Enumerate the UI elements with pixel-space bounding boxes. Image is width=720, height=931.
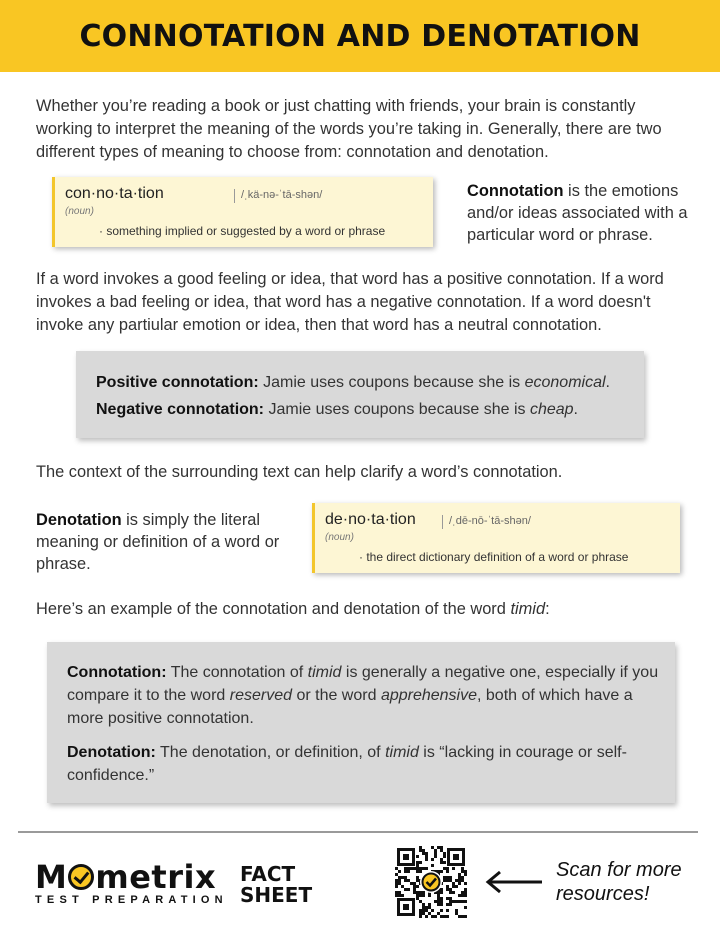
positive-label: Positive connotation:: [96, 374, 259, 391]
qr-code-graphic: [395, 846, 467, 918]
dictionary-pronunciation: /ˌdē-nō-ˈtā-shən/: [449, 515, 531, 527]
denotation-term: Denotation: [36, 511, 122, 529]
scan-prompt: [556, 858, 682, 906]
connotation-definition-text: is the emotions and/or ideas associated with a particular word or phrase.: [467, 182, 688, 244]
connotation-types-paragraph: If a word invokes a good feeling or idea, that word has a positive connotation. If a word invokes a bad feeling or idea, that word has a negative connotation. If a word doesn't invoke any partiular emotion or idea, then that word has a neutral connotation.: [36, 270, 664, 334]
denotation-text-1: The denotation, or definition, of: [155, 744, 386, 761]
example-intro-text: Here’s an example of the connotation and denotation of the word: [36, 600, 511, 618]
denotation-text-2: is “lacking in courage or self-confidence.”: [67, 744, 627, 784]
connotation-example: [67, 661, 659, 730]
logo-text-start: M: [35, 858, 68, 896]
negative-label: Negative connotation:: [96, 401, 265, 418]
connotation-dictionary-card: [52, 177, 433, 247]
dictionary-pronunciation: /ˌkä-nə-ˈtā-shən/: [241, 189, 323, 201]
scan-line-2: resources!: [556, 883, 650, 905]
negative-end: .: [573, 401, 578, 418]
connotation-word-2: reserved: [229, 687, 292, 704]
context-paragraph: The context of the surrounding text can help clarify a word’s connotation.: [36, 463, 563, 481]
denotation-definition-text: is simply the literal meaning or definition of a word or phrase.: [36, 511, 280, 573]
dictionary-word: con·no·ta·tion: [65, 185, 164, 202]
connotation-definition: [467, 180, 702, 246]
scan-line-1: Scan for more: [556, 859, 682, 881]
page-header: [0, 0, 720, 72]
positive-word: economical: [524, 374, 606, 391]
negative-text: Jamie uses coupons because she is: [264, 401, 530, 418]
connotation-text-4: , both of which have a more positive connotation.: [67, 687, 633, 727]
example-intro-paragraph: [36, 598, 686, 621]
fact-sheet-label: [240, 864, 312, 906]
dictionary-word: de·no·ta·tion: [325, 511, 416, 528]
mometrix-logo: [35, 860, 216, 894]
example-intro-end: :: [545, 600, 550, 618]
connotation-text-3: or the word: [292, 687, 381, 704]
dictionary-part-of-speech: (noun): [325, 532, 354, 543]
intro-paragraph: Whether you’re reading a book or just chatting with friends, your brain is constantly working to interpret the meaning of the words you’re taking in. Generally, there are two different types of meaning to choose from: connotation and denotation.: [36, 97, 662, 161]
logo-text-end: metrix: [95, 858, 217, 896]
dictionary-definition: · the direct dictionary definition of a word or phrase: [359, 550, 629, 564]
arrow-left-icon: [484, 870, 544, 894]
connotation-text-1: The connotation of: [166, 664, 308, 681]
logo-subtitle: TEST PREPARATION: [35, 894, 228, 906]
denotation-example: [67, 741, 659, 787]
page-title: CONNOTATION AND DENOTATION: [79, 18, 641, 54]
denotation-word-1: timid: [385, 744, 419, 761]
fact-line-2: SHEET: [240, 883, 313, 907]
qr-code-icon[interactable]: [395, 846, 467, 918]
denotation-definition: [36, 509, 291, 575]
connotation-text-2: is generally a negative one, especially if you compare it to the word: [67, 664, 659, 704]
denotation-dictionary-card: [312, 503, 680, 573]
connotation-word-3: apprehensive: [380, 687, 478, 704]
negative-example: [96, 398, 628, 421]
connotation-label: Connotation:: [67, 664, 167, 681]
connotation-term: Connotation: [467, 182, 564, 200]
negative-word: cheap: [529, 401, 574, 418]
connotation-example-box: [76, 351, 644, 438]
fact-line-1: FACT: [240, 862, 296, 886]
positive-text: Jamie uses coupons because she is: [258, 374, 525, 391]
positive-end: .: [605, 374, 610, 391]
dictionary-part-of-speech: (noun): [65, 206, 94, 217]
timid-example-box: [47, 642, 675, 803]
example-intro-word: timid: [510, 600, 546, 618]
footer-divider: [18, 831, 698, 833]
positive-example: [96, 371, 628, 394]
dictionary-definition: · something implied or suggested by a word or phrase: [99, 224, 386, 238]
logo-check-icon: [68, 864, 94, 890]
denotation-label: Denotation:: [67, 744, 156, 761]
connotation-word-1: timid: [307, 664, 342, 681]
